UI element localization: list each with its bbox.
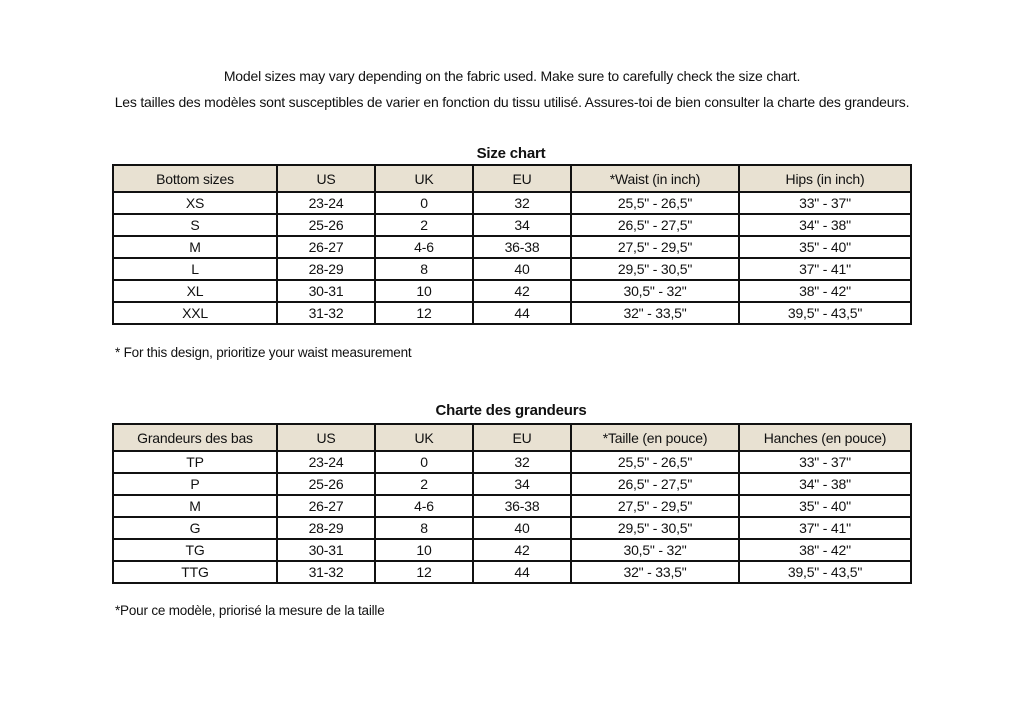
table-cell: 12: [375, 561, 473, 583]
table-cell: 26-27: [277, 236, 375, 258]
table-row: [113, 451, 911, 473]
table-cell: 29,5" - 30,5": [571, 517, 739, 539]
table-cell: 44: [473, 561, 571, 583]
size-chart-table-en: [112, 164, 912, 325]
table-cell: TP: [113, 451, 277, 473]
table-cell: P: [113, 473, 277, 495]
table-cell: TTG: [113, 561, 277, 583]
header-cell-eu: EU: [473, 424, 571, 451]
intro-text-en: Model sizes may vary depending on the fabric used. Make sure to carefully check the size chart.: [223, 68, 801, 84]
table-cell: 36-38: [473, 236, 571, 258]
header-cell-us: US: [277, 424, 375, 451]
table-cell: 27,5" - 29,5": [571, 495, 739, 517]
size-chart-title-fr: Charte des grandeurs: [435, 402, 587, 419]
table-cell: 35" - 40": [739, 236, 911, 258]
table-cell: 32" - 33,5": [571, 302, 739, 324]
table-cell: 30,5" - 32": [571, 280, 739, 302]
table-header-row-en: [113, 165, 911, 192]
table-cell: 2: [375, 214, 473, 236]
table-cell: 44: [473, 302, 571, 324]
table-cell: XS: [113, 192, 277, 214]
header-cell-hips: Hips (in inch): [739, 165, 911, 192]
intro-text-fr: Les tailles des modèles sont susceptibles de varier en fonction du tissu utilisé. Assures-toi de bien consulter la charte des grandeurs.: [114, 94, 910, 110]
table-cell: 40: [473, 517, 571, 539]
table-cell: 39,5" - 43,5": [739, 561, 911, 583]
table-cell: 0: [375, 192, 473, 214]
table-cell: 30,5" - 32": [571, 539, 739, 561]
header-cell-waist: *Waist (in inch): [571, 165, 739, 192]
header-cell-bottom-sizes: Bottom sizes: [113, 165, 277, 192]
footnote-en: * For this design, prioritize your waist measurement: [115, 345, 412, 360]
table-cell: 28-29: [277, 258, 375, 280]
table-cell: 42: [473, 280, 571, 302]
table-cell: 28-29: [277, 517, 375, 539]
table-cell: 29,5" - 30,5": [571, 258, 739, 280]
header-cell-eu: EU: [473, 165, 571, 192]
table-row: [113, 302, 911, 324]
table-cell: S: [113, 214, 277, 236]
table-cell: 39,5" - 43,5": [739, 302, 911, 324]
table-cell: 10: [375, 280, 473, 302]
table-row: [113, 258, 911, 280]
table-cell: 0: [375, 451, 473, 473]
table-cell: 32" - 33,5": [571, 561, 739, 583]
table-cell: 42: [473, 539, 571, 561]
table-cell: 40: [473, 258, 571, 280]
table-cell: TG: [113, 539, 277, 561]
table-cell: XL: [113, 280, 277, 302]
table-cell: 34: [473, 214, 571, 236]
table-row: [113, 517, 911, 539]
table-row: [113, 561, 911, 583]
table-row: [113, 473, 911, 495]
header-cell-uk: UK: [375, 424, 473, 451]
table-cell: L: [113, 258, 277, 280]
table-cell: 25,5" - 26,5": [571, 451, 739, 473]
table-cell: 34" - 38": [739, 214, 911, 236]
table-cell: 4-6: [375, 236, 473, 258]
table-cell: 34" - 38": [739, 473, 911, 495]
size-chart-title-en: Size chart: [476, 145, 546, 162]
table-cell: 30-31: [277, 280, 375, 302]
table-cell: 12: [375, 302, 473, 324]
table-cell: 26,5" - 27,5": [571, 473, 739, 495]
table-cell: 35" - 40": [739, 495, 911, 517]
table-cell: 25-26: [277, 214, 375, 236]
table-cell: 32: [473, 451, 571, 473]
table-cell: M: [113, 236, 277, 258]
table-cell: 38" - 42": [739, 539, 911, 561]
table-cell: 25-26: [277, 473, 375, 495]
table-cell: 33" - 37": [739, 192, 911, 214]
header-cell-taille: *Taille (en pouce): [571, 424, 739, 451]
table-row: [113, 236, 911, 258]
size-chart-table-fr: [112, 423, 912, 584]
header-cell-us: US: [277, 165, 375, 192]
table-cell: 36-38: [473, 495, 571, 517]
table-row: [113, 495, 911, 517]
table-cell: 38" - 42": [739, 280, 911, 302]
table-cell: 37" - 41": [739, 258, 911, 280]
table-row: [113, 192, 911, 214]
table-cell: 32: [473, 192, 571, 214]
table-row: [113, 280, 911, 302]
header-cell-uk: UK: [375, 165, 473, 192]
table-cell: G: [113, 517, 277, 539]
header-cell-grandeurs-des-bas: Grandeurs des bas: [113, 424, 277, 451]
table-cell: 26,5" - 27,5": [571, 214, 739, 236]
table-cell: 27,5" - 29,5": [571, 236, 739, 258]
table-header-row-fr: [113, 424, 911, 451]
table-cell: 8: [375, 258, 473, 280]
table-cell: 31-32: [277, 561, 375, 583]
table-cell: 23-24: [277, 192, 375, 214]
table-cell: 23-24: [277, 451, 375, 473]
table-row: [113, 214, 911, 236]
table-cell: 4-6: [375, 495, 473, 517]
table-cell: 10: [375, 539, 473, 561]
table-cell: XXL: [113, 302, 277, 324]
table-cell: 33" - 37": [739, 451, 911, 473]
footnote-fr: *Pour ce modèle, priorisé la mesure de la taille: [115, 603, 385, 618]
table-row: [113, 539, 911, 561]
table-cell: 2: [375, 473, 473, 495]
table-cell: M: [113, 495, 277, 517]
table-cell: 8: [375, 517, 473, 539]
header-cell-hanches: Hanches (en pouce): [739, 424, 911, 451]
table-cell: 25,5" - 26,5": [571, 192, 739, 214]
table-cell: 26-27: [277, 495, 375, 517]
table-cell: 31-32: [277, 302, 375, 324]
table-cell: 30-31: [277, 539, 375, 561]
table-cell: 34: [473, 473, 571, 495]
table-cell: 37" - 41": [739, 517, 911, 539]
